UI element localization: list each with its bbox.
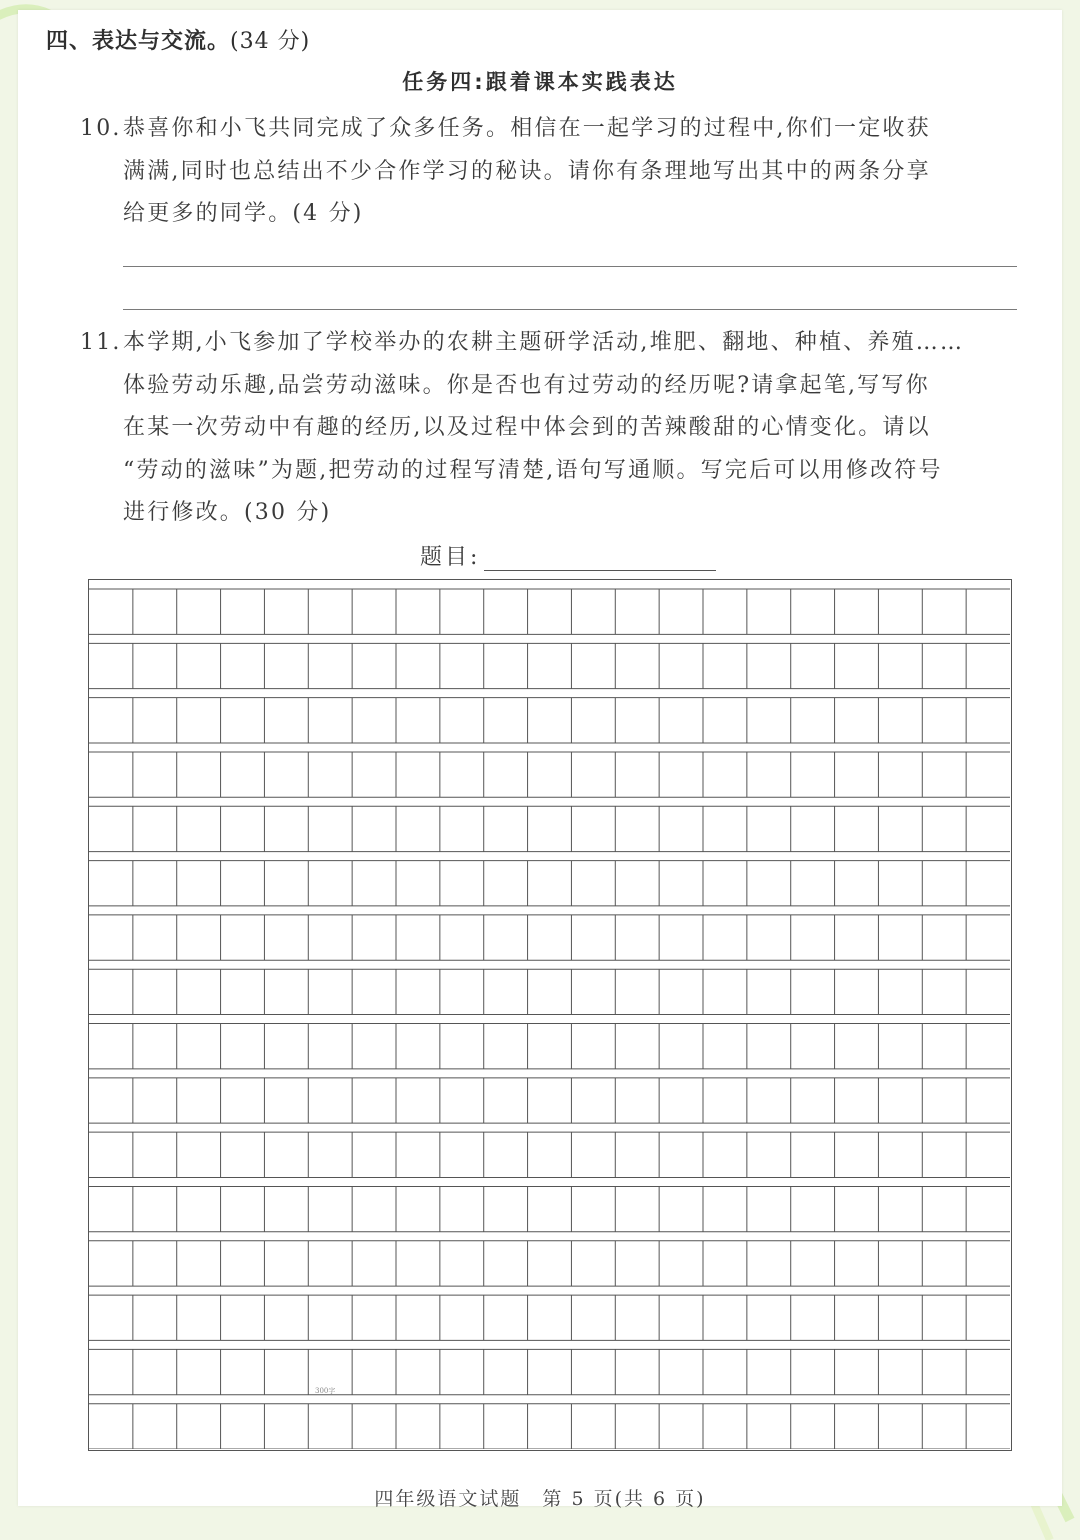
answer-line-2[interactable] xyxy=(123,309,1017,310)
task-title: 任务四:跟着课本实践表达 xyxy=(402,70,678,94)
exam-page xyxy=(18,10,1062,1510)
essay-title-label: 题目: xyxy=(420,545,481,570)
answer-line-1[interactable] xyxy=(123,266,1017,267)
writing-grid[interactable] xyxy=(88,579,1012,1451)
question-line: 体验劳动乐趣,品尝劳动滋味。你是否也有过劳动的经历呢?请拿起笔,写写你 xyxy=(123,372,930,398)
question-10 xyxy=(80,108,1018,236)
question-line: 本学期,小飞参加了学校举办的农耕主题研学活动,堆肥、翻地、种植、养殖…… xyxy=(123,330,965,355)
section-score: (34 分) xyxy=(230,29,311,54)
question-line: 给更多的同学。(4 分) xyxy=(123,201,364,226)
question-line: 恭喜你和小飞共同完成了众多任务。相信在一起学习的过程中,你们一定收获 xyxy=(123,116,931,141)
question-11 xyxy=(80,322,1018,535)
section-title: 四、表达与交流。 xyxy=(46,29,231,54)
question-line: 进行修改。(30 分) xyxy=(123,500,332,525)
question-number: 11. xyxy=(80,330,122,355)
writing-grid-lines xyxy=(89,580,1010,1449)
question-line: “劳动的滋味”为题,把劳动的过程写清楚,语句写通顺。写完后可以用修改符号 xyxy=(123,457,943,483)
word-count-mark: 300字 xyxy=(315,1387,336,1395)
essay-title-row xyxy=(420,540,716,571)
question-line: 在某一次劳动中有趣的经历,以及过程中体会到的苦辣酸甜的心情变化。请以 xyxy=(123,415,931,440)
page-footer: 四年级语文试题 第 5 页(共 6 页) xyxy=(374,1488,706,1510)
section-heading xyxy=(46,24,310,55)
question-number: 10. xyxy=(80,116,122,141)
essay-title-blank[interactable] xyxy=(484,542,716,571)
question-line: 满满,同时也总结出不少合作学习的秘诀。请你有条理地写出其中的两条分享 xyxy=(123,158,931,184)
